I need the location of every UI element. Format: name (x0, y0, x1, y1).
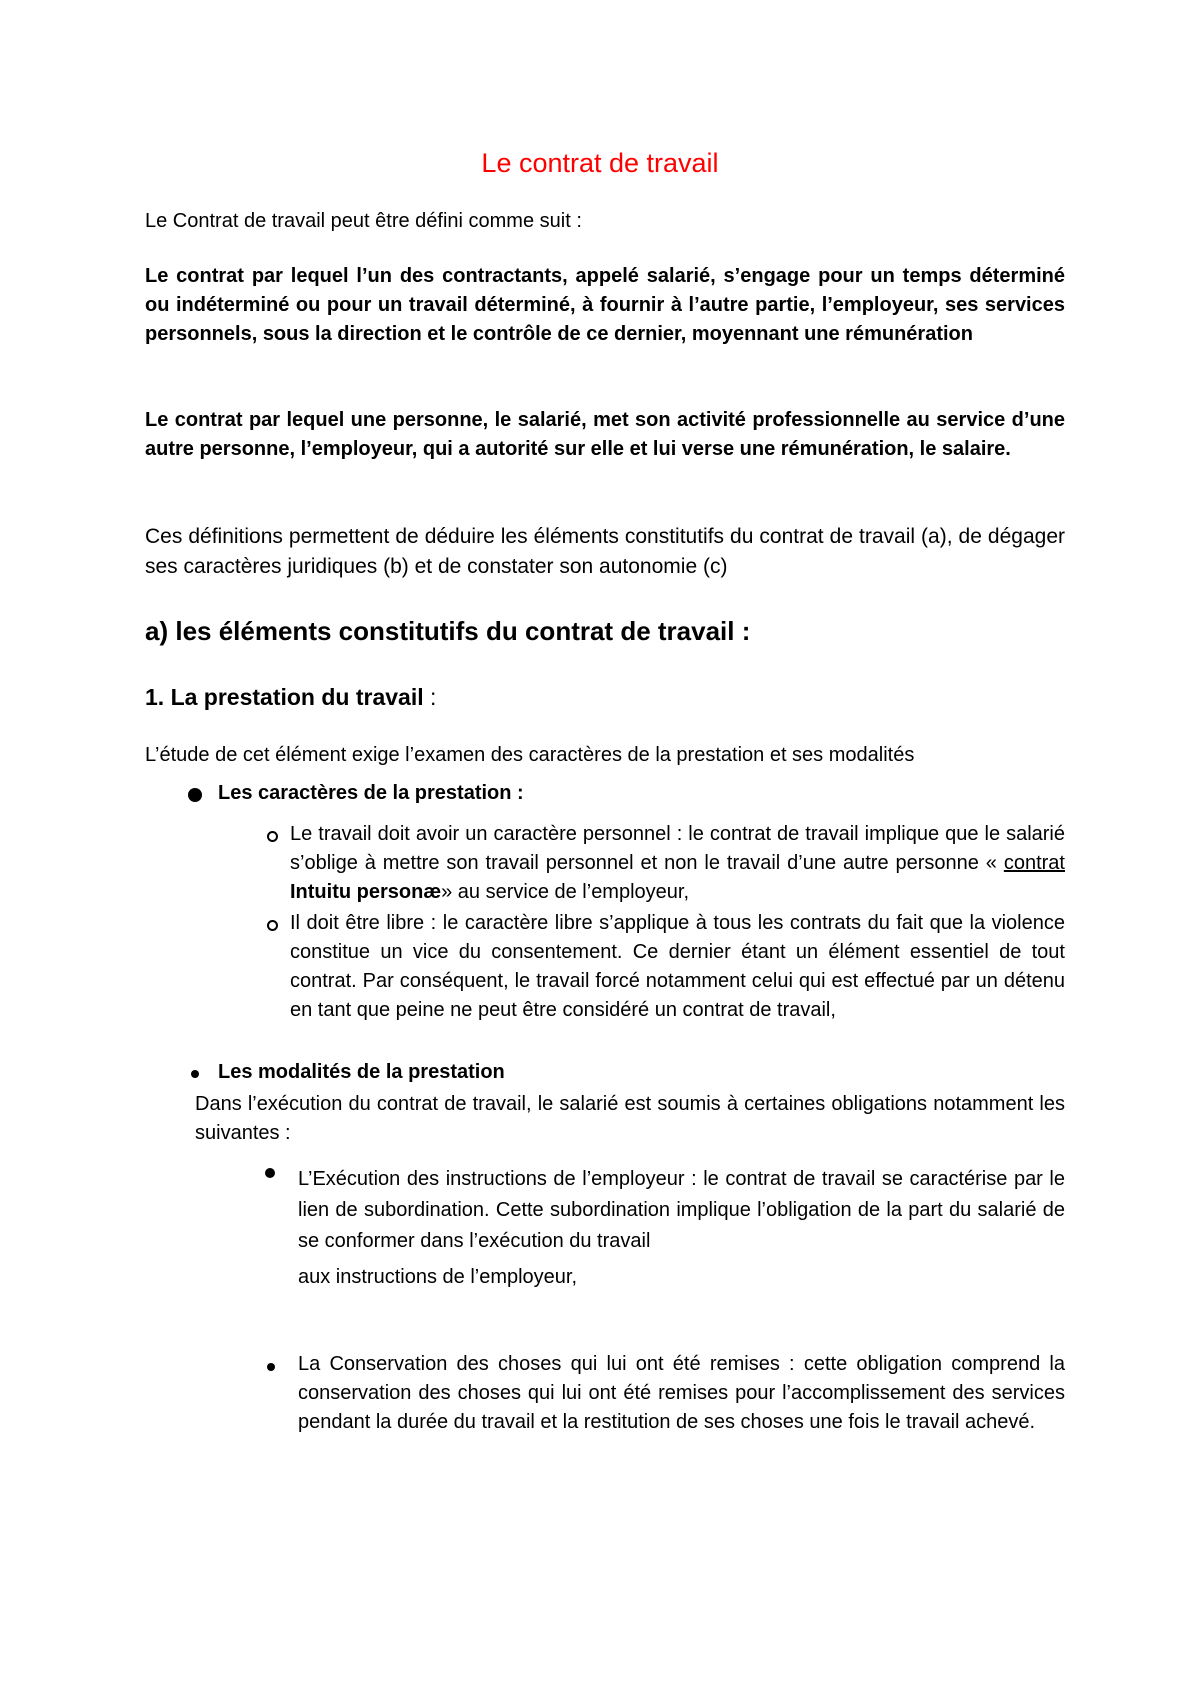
conservation-choses-item: La Conservation des choses qui lui ont été remises : cette obligation comprend la conservation des choses qui lui ont été remises pour l’accomplissement des services pendant la durée du travail et la restitution de ses choses une fois le travail achevé. (298, 1353, 1065, 1433)
execution-instructions-item: L’Exécution des instructions de l’employeur : le contrat de travail se caractérise par le lien de subordination. Cette subordination implique l’obligation de la part du salarié de se conformer dans l’exécution du travail (298, 1168, 1065, 1252)
modalites-label: Les modalités de la prestation (218, 1061, 505, 1083)
bullet-icon (265, 1168, 275, 1178)
caractere-personnel-item (290, 820, 1065, 907)
execution-instructions-end: aux instructions de l’employeur, (298, 1266, 578, 1288)
bullet-icon (188, 788, 202, 802)
document-title: Le contrat de travail (481, 148, 719, 178)
caractere-personnel-end: » au service de l’employeur, (441, 881, 690, 903)
intro-paragraph: Le Contrat de travail peut être défini comme suit : (145, 210, 582, 232)
contrat-underlined: contrat (1003, 852, 1065, 874)
hollow-bullet-icon (267, 920, 278, 931)
definition-1-paragraph: Le contrat par lequel l’un des contractants, appelé salarié, s’engage pour un temps déterminé ou indéterminé ou pour un travail déterminé, à fournir à l’autre partie, l’employeur, ses services personnels, sous la direction et le contrôle de ce dernier, moyennant une rémunération (145, 265, 1065, 345)
etude-paragraph: L’étude de cet élément exige l’examen des caractères de la prestation et ses modalités (145, 744, 915, 766)
intuitu-personae: Intuitu personæ (290, 881, 442, 903)
bullet-icon (267, 1363, 275, 1371)
subsection-1-title: 1. La prestation du travail (145, 684, 424, 710)
bullet-icon (191, 1070, 199, 1078)
section-a-heading: a) les éléments constitutifs du contrat de travail : (145, 616, 751, 646)
definitions-summary-paragraph: Ces définitions permettent de déduire les éléments constitutifs du contrat de travail (a), de dégager ses caractères juridiques (b) et de constater son autonomie (c) (145, 525, 1065, 578)
definition-2-paragraph: Le contrat par lequel une personne, le salarié, met son activité professionnelle au service d’une autre personne, l’employeur, qui a autorité sur elle et lui verse une rémunération, le salaire. (145, 409, 1065, 460)
subsection-1-heading (145, 684, 436, 711)
hollow-bullet-icon (267, 831, 278, 842)
subsection-1-colon: : (423, 684, 437, 710)
caracteres-label: Les caractères de la prestation : (218, 782, 524, 804)
caractere-personnel-text: Le travail doit avoir un caractère personnel : le contrat de travail implique que le salarié s’oblige à mettre son travail personnel et non le travail d’une autre personne « (290, 823, 1065, 874)
caractere-libre-item: Il doit être libre : le caractère libre s’applique à tous les contrats du fait que la violence constitue un vice du consentement. Ce dernier étant un élément essentiel de tout contrat. Par conséquent, le travail forcé notamment celui qui est effectué par un détenu en tant que peine ne peut être considéré un contrat de travail, (290, 912, 1065, 1021)
modalites-paragraph: Dans l’exécution du contrat de travail, le salarié est soumis à certaines obligations notamment les suivantes : (195, 1093, 1065, 1144)
